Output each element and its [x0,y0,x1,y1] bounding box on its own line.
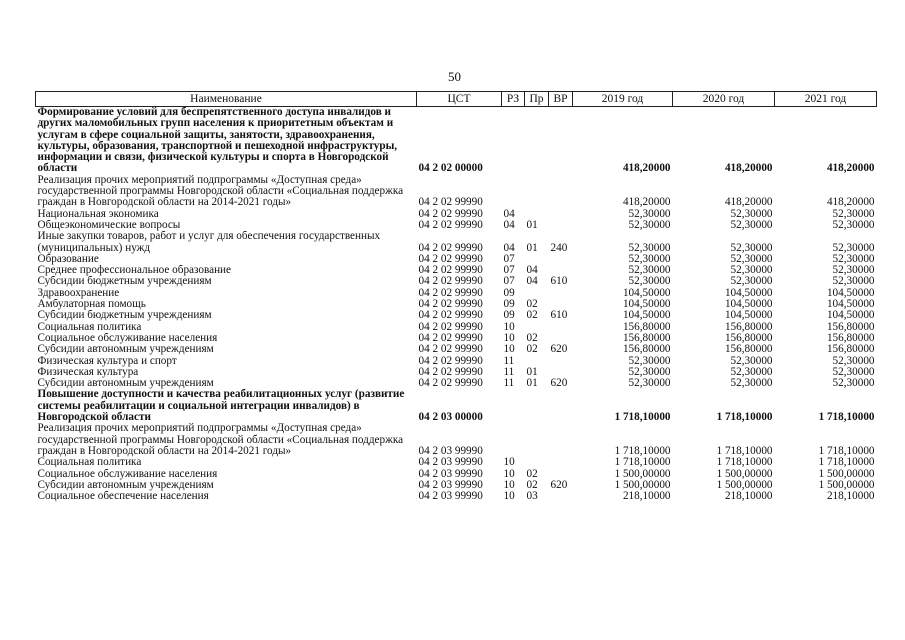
cell-2019: 52,30000 [628,355,671,367]
cell-vr [549,333,573,344]
cell-2019: 104,50000 [622,299,671,311]
cell-pr: 01 [526,378,538,390]
table-row [36,491,877,502]
cell-name: Социальная политика [37,457,142,469]
table-row [36,333,877,344]
cell-vr [549,322,573,333]
cell-2019: 52,30000 [628,241,671,254]
cell-rz: 09 [503,287,515,299]
cell-rz: 10 [503,457,515,469]
table-row [36,175,877,209]
cell-2020: 52,30000 [730,378,773,390]
cell-cst: 04 2 03 99990 [418,468,483,480]
cell-pr: 01 [526,219,538,231]
cell-pr [525,457,549,468]
cell-vr [549,491,573,502]
cell-rz: 09 [503,299,515,311]
cell-2021: 52,30000 [832,219,875,231]
header-rz: РЗ [502,92,525,107]
cell-rz: 10 [503,344,515,356]
cell-pr [525,175,549,209]
cell-pr: 04 [526,276,538,288]
cell-pr: 02 [526,479,538,491]
cell-pr: 01 [526,241,538,254]
cell-pr [525,254,549,265]
cell-2021: 156,80000 [826,321,875,333]
cell-pr [525,209,549,220]
cell-cst: 04 2 02 99990 [418,208,483,220]
cell-rz: 04 [503,208,515,220]
cell-rz: 10 [503,479,515,491]
cell-cst: 04 2 02 99990 [418,366,483,378]
cell-name: Амбулаторная помощь [37,299,146,311]
cell-name: Реализация прочих мероприятий подпрограммы «Доступная среда» государственной программы Новгородской области «Социальная поддержка граждан в Новгородской области на 2014-2021 годы» [37,174,404,209]
cell-2021: 52,30000 [832,265,875,277]
cell-2020: 52,30000 [730,219,773,231]
cell-2019: 156,80000 [622,332,671,344]
cell-2021: 156,80000 [826,344,875,356]
cell-2021: 156,80000 [826,332,875,344]
cell-pr [525,322,549,333]
cell-name: Иные закупки товаров, работ и услуг для обеспечения государственных (муниципальных) нужд [37,231,381,254]
cell-2020: 104,50000 [724,299,773,311]
cell-rz: 11 [503,378,515,390]
cell-2021: 52,30000 [832,378,875,390]
cell-cst: 04 2 02 99990 [418,344,483,356]
table-row [36,276,877,287]
table-row [36,288,877,299]
cell-name: Субсидии автономным учреждениям [37,479,214,491]
cell-2019: 1 500,00000 [614,479,671,491]
cell-pr: 02 [526,468,538,480]
table-row [36,469,877,480]
cell-2021: 104,50000 [826,310,875,322]
page-number: 50 [448,69,461,84]
cell-vr [549,389,573,423]
cell-2019: 52,30000 [628,366,671,378]
cell-2019: 1 500,00000 [614,468,671,480]
cell-vr [549,175,573,209]
cell-2020: 1 500,00000 [716,468,773,480]
table-row [36,457,877,468]
table-row [36,107,877,175]
cell-pr: 04 [526,265,538,277]
cell-rz: 10 [503,321,515,333]
cell-name: Социальное обеспечение населения [37,491,209,503]
cell-pr: 02 [526,299,538,311]
cell-vr [549,423,573,457]
table-row [36,322,877,333]
cell-2021: 1 718,10000 [818,444,875,457]
cell-rz: 10 [503,332,515,344]
table-row [36,310,877,321]
cell-vr [549,356,573,367]
cell-2019: 418,20000 [573,107,673,175]
cell-2021: 52,30000 [832,366,875,378]
table-body [36,107,877,503]
cell-2020: 1 500,00000 [716,479,773,491]
header-vr: ВР [549,92,573,107]
cell-name: Субсидии автономным учреждениям [37,344,214,356]
header-2021: 2021 год [775,92,877,107]
cell-pr: 02 [526,344,538,356]
cell-rz [502,107,525,175]
cell-2019: 52,30000 [628,265,671,277]
cell-cst: 04 2 02 99990 [418,310,483,322]
cell-2019: 52,30000 [628,219,671,231]
cell-2019: 418,20000 [622,196,671,209]
cell-cst: 04 2 02 99990 [418,332,483,344]
table-row [36,389,877,423]
cell-name: Субсидии автономным учреждениям [37,378,214,390]
cell-2019: 1 718,10000 [614,444,671,457]
cell-vr [549,288,573,299]
cell-2021: 1 500,00000 [818,468,875,480]
table-row [36,220,877,231]
table-row [36,367,877,378]
cell-2021: 1 718,10000 [818,411,875,424]
table-header-row [36,92,877,107]
cell-vr [549,299,573,310]
cell-cst: 04 2 02 99990 [418,196,483,209]
cell-vr [549,254,573,265]
cell-2021: 52,30000 [832,241,875,254]
cell-2020: 104,50000 [724,310,773,322]
cell-name: Социальная политика [37,321,142,333]
cell-2020: 418,20000 [724,196,773,209]
cell-cst: 04 2 02 99990 [418,253,483,265]
cell-rz: 07 [503,265,515,277]
cell-pr [525,356,549,367]
cell-2021: 52,30000 [832,355,875,367]
cell-cst: 04 2 03 99990 [418,444,483,457]
cell-cst: 04 2 02 99990 [418,265,483,277]
cell-2021: 1 718,10000 [818,457,875,469]
table-row [36,378,877,389]
cell-2019: 104,50000 [622,287,671,299]
cell-2020: 1 718,10000 [716,457,773,469]
cell-vr: 610 [550,276,568,288]
cell-2019: 52,30000 [628,253,671,265]
cell-rz: 11 [503,366,515,378]
cell-cst: 04 2 02 99990 [418,378,483,390]
cell-pr [525,288,549,299]
cell-2020: 1 718,10000 [716,411,773,424]
cell-name: Среднее профессиональное образование [37,265,232,277]
cell-rz: 09 [503,310,515,322]
cell-cst: 04 2 02 99990 [418,287,483,299]
cell-name: Социальное обслуживание населения [37,468,218,480]
cell-2019: 52,30000 [628,208,671,220]
cell-2019: 52,30000 [628,378,671,390]
cell-vr [549,265,573,276]
cell-rz: 07 [503,276,515,288]
header-2020: 2020 год [673,92,775,107]
cell-2020: 52,30000 [730,276,773,288]
cell-pr: 03 [526,491,538,503]
cell-2020: 1 718,10000 [716,444,773,457]
cell-2019: 1 718,10000 [614,411,671,424]
cell-cst: 04 2 03 99990 [418,491,483,503]
cell-rz: 04 [503,219,515,231]
cell-vr [549,220,573,231]
cell-name: Субсидии бюджетным учреждениям [37,310,212,322]
cell-2019: 218,10000 [622,491,671,503]
cell-name: Физическая культура [37,366,139,378]
cell-cst: 04 2 03 99990 [418,479,483,491]
cell-cst: 04 2 03 00000 [418,411,483,424]
cell-2020: 218,10000 [724,491,773,503]
table-row [36,356,877,367]
cell-name: Реализация прочих мероприятий подпрограммы «Доступная среда» государственной программы Новгородской области «Социальная поддержка граждан в Новгородской области на 2014-2021 годы» [37,423,404,457]
cell-rz: 07 [503,253,515,265]
cell-pr: 02 [526,332,538,344]
cell-2021: 52,30000 [832,253,875,265]
cell-2021: 104,50000 [826,287,875,299]
cell-vr: 620 [550,479,568,491]
cell-2020: 52,30000 [730,265,773,277]
cell-name: Субсидии бюджетным учреждениям [37,276,212,288]
cell-vr: 620 [550,378,568,390]
cell-2020: 52,30000 [730,253,773,265]
cell-2021: 52,30000 [832,276,875,288]
cell-pr: 02 [526,310,538,322]
table-row [36,209,877,220]
cell-2019: 156,80000 [622,344,671,356]
cell-cst: 04 2 02 99990 [418,241,483,254]
cell-2021: 52,30000 [832,208,875,220]
cell-2019: 104,50000 [622,310,671,322]
cell-rz [502,175,525,209]
cell-2021: 418,20000 [826,196,875,209]
cell-2020: 156,80000 [724,344,773,356]
cell-vr [549,209,573,220]
cell-cst: 04 2 02 99990 [418,355,483,367]
cell-2019: 1 718,10000 [614,457,671,469]
cell-2019: 156,80000 [622,321,671,333]
cell-pr [525,423,549,457]
cell-name: Образование [37,253,99,265]
cell-pr [525,107,549,175]
header-2019: 2019 год [573,92,673,107]
cell-2020: 52,30000 [730,241,773,254]
cell-2020: 156,80000 [724,321,773,333]
cell-name: Повышение доступности и качества реабилитационных услуг (развитие системы реабилитации и социальной интеграции инвалидов) в Новгородской области [37,389,405,424]
cell-vr [549,457,573,468]
cell-rz: 04 [503,241,515,254]
budget-table [35,91,877,502]
header-name: Наименование [36,92,417,107]
cell-2020: 156,80000 [724,332,773,344]
header-pr: Пр [525,92,549,107]
cell-vr [549,469,573,480]
table-row [36,254,877,265]
cell-cst: 04 2 02 00000 [417,107,502,175]
cell-rz: 11 [503,355,515,367]
header-cst: ЦСТ [417,92,502,107]
cell-pr: 01 [526,366,538,378]
table-row [36,265,877,276]
cell-2021: 418,20000 [775,107,877,175]
cell-cst: 04 2 02 99990 [418,299,483,311]
cell-name: Национальная экономика [37,208,159,220]
cell-cst: 04 2 02 99990 [418,219,483,231]
cell-cst: 04 2 03 99990 [418,457,483,469]
cell-2020: 52,30000 [730,355,773,367]
cell-name: Общеэкономические вопросы [37,219,181,231]
cell-vr [549,107,573,175]
cell-2020: 52,30000 [730,208,773,220]
cell-name: Формирование условий для беспрепятственного доступа инвалидов и других маломобильных групп населения к приоритетным объектам и услугам в сфере социальной защиты, занятости, здравоохранения, культуры, образования, транспортной и пешеходной инфраструктуры, информации и связи, физической культуры и спорта в Новгородской области [36,107,417,175]
cell-rz [502,389,525,423]
cell-pr [525,389,549,423]
cell-name: Социальное обслуживание населения [37,332,218,344]
cell-2019: 52,30000 [628,276,671,288]
cell-2021: 1 500,00000 [818,479,875,491]
cell-rz: 10 [503,468,515,480]
cell-2020: 104,50000 [724,287,773,299]
cell-2020: 418,20000 [673,107,775,175]
table-row [36,344,877,355]
cell-rz [502,423,525,457]
cell-name: Физическая культура и спорт [37,355,177,367]
cell-name: Здравоохранение [37,287,120,299]
cell-2020: 52,30000 [730,366,773,378]
table-row [36,299,877,310]
cell-vr: 620 [550,344,568,356]
table-row [36,231,877,254]
cell-vr [549,367,573,378]
cell-2021: 104,50000 [826,299,875,311]
cell-rz: 10 [503,491,515,503]
cell-vr: 240 [550,241,568,254]
cell-cst: 04 2 02 99990 [418,321,483,333]
table-row [36,480,877,491]
cell-cst: 04 2 02 99990 [418,276,483,288]
cell-2021: 218,10000 [826,491,875,503]
cell-vr: 610 [550,310,568,322]
table-row [36,423,877,457]
